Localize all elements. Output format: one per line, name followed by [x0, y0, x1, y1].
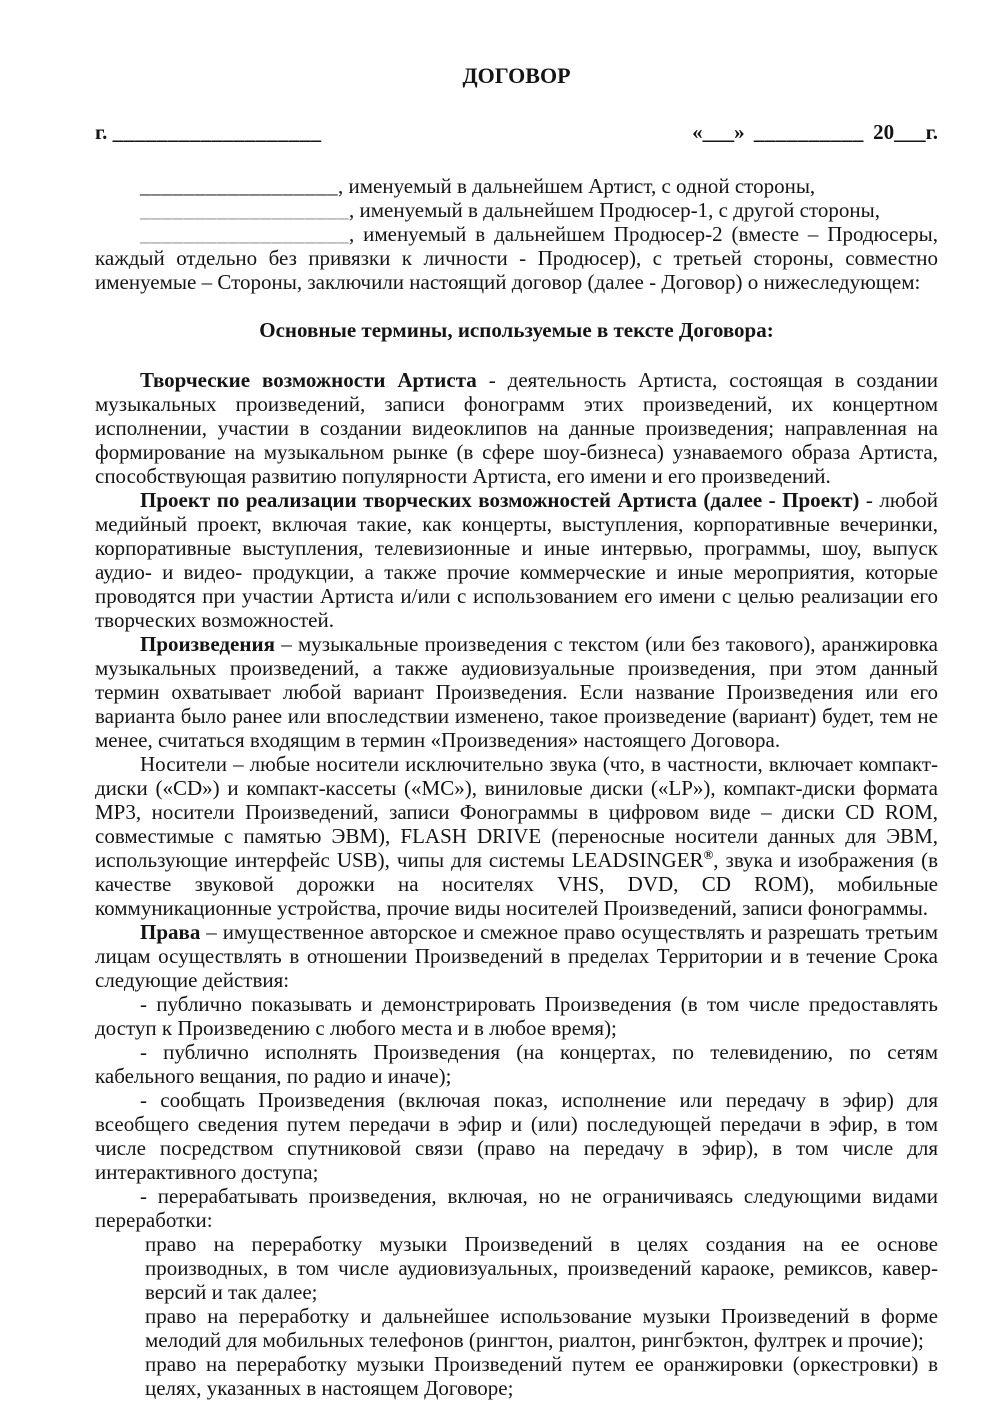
party-line-producer-2: [95, 222, 938, 294]
party-blank: __________________: [140, 174, 338, 198]
page-title: ДОГОВОР: [462, 63, 571, 88]
processing-item-ringtones: право на переработку и дальнейшее использование музыки Произведений в форме мелодий для мобильных телефонов (рингтон, риалтон, рингбэктон, фултрек и прочие);: [145, 1304, 938, 1352]
city-prefix: г.: [95, 120, 108, 144]
term-body: - любой медийный проект, включая такие, как концерты, выступления, корпоративные вечеринки, корпоративные выступления, телевизионные и иные интервью, программы, шоу, выпуск аудио- и видео- продукции, а также прочие коммерческие и иные мероприятия, которые проводятся при участии Артиста и/или с использованием его имени с целью реализации его творческих возможностей.: [95, 488, 938, 632]
party-blank: ___________________: [140, 222, 349, 246]
term-name: Произведения: [140, 632, 275, 656]
rights-item-perform: - публично исполнять Произведения (на концертах, по телевидению, по сетям кабельного вещания, по радио и иначе);: [95, 1040, 938, 1088]
date-year-blank: 20___г.: [873, 120, 938, 144]
term-paragraph-media: [95, 752, 938, 920]
party-blank: ___________________: [140, 198, 349, 222]
city-date-row: [95, 120, 938, 144]
term-name: Творческие возможности Артиста: [140, 368, 477, 392]
date-month-blank: __________: [753, 120, 864, 144]
term-paragraph-project: [95, 488, 938, 632]
term-body: – музыкальные произведения с текстом (или без такового), аранжировка музыкальных произведений, а также аудиовизуальные произведения, при этом данный термин охватывает любой вариант Произведения. Если название Произведения или его варианта было ранее или впоследствии изменено, такое произведение (вариант) будет, тем не менее, считаться входящим в термин «Произведения» настоящего Договора.: [95, 632, 938, 752]
term-name: Проект по реализации творческих возможностей Артиста (далее - Проект): [140, 488, 860, 512]
term-paragraph-rights: [95, 920, 938, 992]
date-day-blank: «___»: [692, 120, 745, 144]
term-paragraph-creative-abilities: [95, 368, 938, 488]
processing-item-derivatives: право на переработку музыки Произведений в целях создания на ее основе производных, в том числе аудиовизуальных, произведений караоке, ремиксов, кавер-версий и так далее;: [145, 1232, 938, 1304]
party-line-producer-1: [95, 198, 938, 222]
term-body: – имущественное авторское и смежное право осуществлять и разрешать третьим лицам осуществлять в отношении Произведений в пределах Территории и в течение Срока следующие действия:: [95, 920, 938, 992]
term-paragraph-works: [95, 632, 938, 752]
city-line: [95, 120, 322, 144]
processing-item-arrangement: право на переработку музыки Произведений путем ее оранжировки (оркестровки) в целях, указанных в настоящем Договоре;: [145, 1352, 938, 1400]
party-line-artist: [95, 174, 938, 198]
term-body: - деятельность Артиста, состоящая в создании музыкальных произведений, записи фонограмм этих произведений, их концертном исполнении, участии в создании видеоклипов на данные произведения; направленная на формирование на музыкальном рынке (в сфере шоу-бизнеса) узнаваемого образа Артиста, способствующая развитию популярности Артиста, его имени и его произведений.: [95, 368, 938, 488]
rights-item-rework: - перерабатывать произведения, включая, но не ограничиваясь следующими видами переработки:: [95, 1184, 938, 1232]
party-text: , именуемый в дальнейшем Продюсер-1, с другой стороны,: [349, 198, 880, 222]
rights-item-show: - публично показывать и демонстрировать Произведения (в том числе предоставлять доступ к Произведению с любого места и в любое время);: [95, 992, 938, 1040]
city-blank-line: ___________________: [112, 120, 322, 144]
term-body: Носители – любые носители исключительно звука (что, в частности, включает компакт-диски («CD») и компакт-кассеты («MC»), виниловые диски («LP»), компакт-диски формата MP3, носители Произведений, записи Фонограммы в цифровом виде – диски CD ROM, совместимые с памятью ЭВМ), FLASH DRIVE (переносные носители данных для ЭВМ, использующие интерфейс USB), чипы для системы LEADSINGER: [95, 752, 938, 872]
date-line: [688, 120, 938, 144]
registered-trademark-mark: ®: [703, 847, 714, 862]
section-heading: Основные термины, используемые в тексте Договора:: [259, 318, 774, 342]
party-text: , именуемый в дальнейшем Продюсер-2 (вместе – Продюсеры, каждый отдельно без привязки к личности - Продюсер), с третьей стороны, совместно именуемые – Стороны, заключили настоящий договор (далее - Договор) о нижеследующем:: [95, 222, 938, 294]
party-text: , именуемый в дальнейшем Артист, с одной стороны,: [338, 174, 816, 198]
term-body: , звука и изображения (в качестве звуковой дорожки на носителях VHS, DVD, CD ROM), мобильные коммуникационные устройства, прочие виды носителей Произведений, записи фонограммы.: [95, 848, 939, 920]
rights-item-broadcast: - сообщать Произведения (включая показ, исполнение или передачу в эфир) для всеобщего сведения путем передачи в эфир и (или) последующей передачи в эфир, в том числе посредством спутниковой связи (право на передачу в эфир), в том числе для интерактивного доступа;: [95, 1088, 938, 1184]
term-name: Права: [140, 920, 201, 944]
